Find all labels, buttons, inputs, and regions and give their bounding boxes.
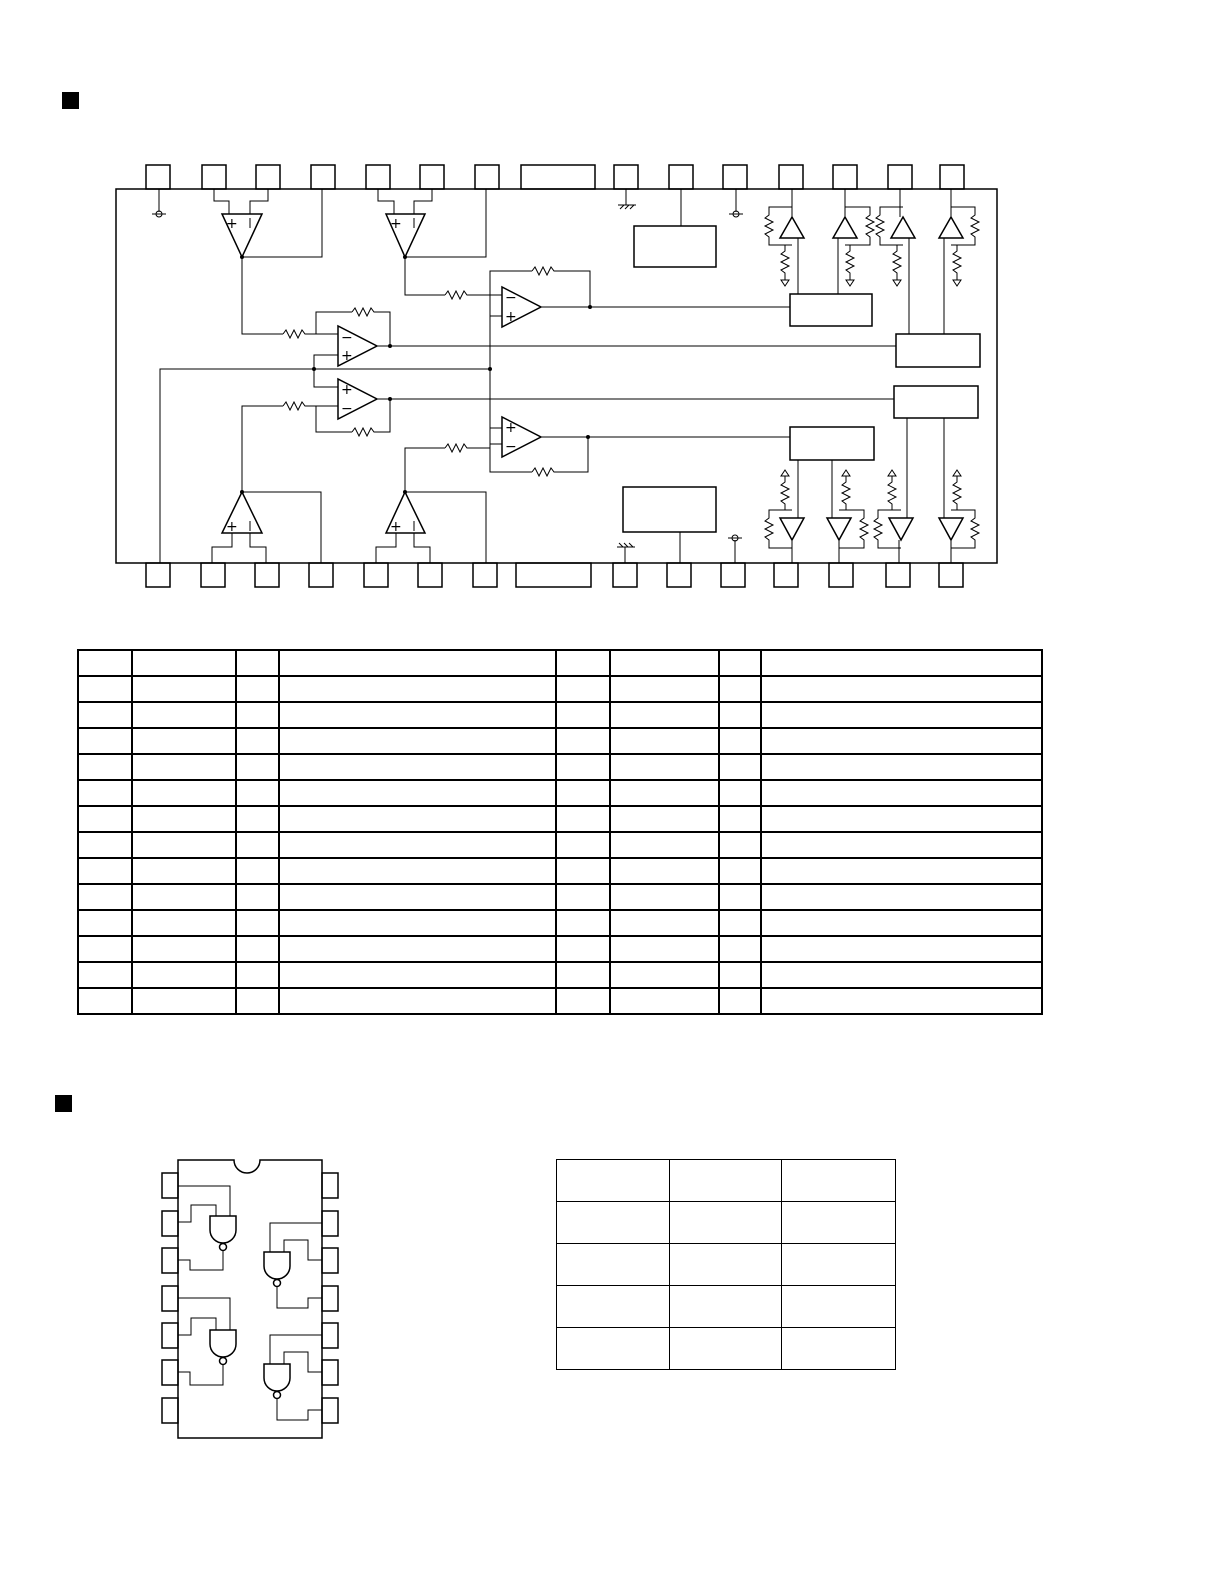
table-cell	[78, 988, 132, 1014]
table-cell	[556, 858, 610, 884]
pin	[669, 165, 693, 189]
nand-gate-1	[178, 1186, 236, 1270]
table-cell	[719, 702, 761, 728]
table-cell	[556, 650, 610, 676]
pin	[202, 165, 226, 189]
table-cell	[761, 754, 1042, 780]
vcc-top	[729, 189, 743, 217]
table-cell	[761, 832, 1042, 858]
pin	[311, 165, 335, 189]
pin	[322, 1286, 338, 1311]
table-cell	[761, 910, 1042, 936]
table-cell	[279, 962, 556, 988]
bottom-pins	[146, 563, 963, 587]
table-cell	[78, 884, 132, 910]
table-cell	[132, 728, 236, 754]
table-cell	[610, 806, 719, 832]
table-cell	[78, 780, 132, 806]
table-cell	[279, 676, 556, 702]
resistor	[352, 399, 390, 436]
table-row	[78, 832, 1042, 858]
table-cell	[279, 702, 556, 728]
pin	[829, 563, 853, 587]
table-cell	[719, 806, 761, 832]
pin	[667, 563, 691, 587]
table-cell	[279, 832, 556, 858]
table-cell	[761, 988, 1042, 1014]
table-cell	[669, 1286, 782, 1328]
table-cell	[78, 806, 132, 832]
logic-block-bottom	[623, 487, 716, 532]
table-row	[557, 1286, 896, 1328]
table-cell	[236, 910, 279, 936]
table-cell	[556, 728, 610, 754]
table-cell	[236, 936, 279, 962]
table-cell	[719, 910, 761, 936]
pin	[322, 1248, 338, 1273]
table-cell	[279, 806, 556, 832]
table-cell	[782, 1328, 896, 1370]
table-cell	[556, 754, 610, 780]
table-cell	[761, 936, 1042, 962]
table-cell	[782, 1244, 896, 1286]
pin	[322, 1360, 338, 1385]
table-row	[78, 936, 1042, 962]
resistor	[445, 444, 490, 452]
table-cell	[236, 806, 279, 832]
table-cell	[132, 676, 236, 702]
table-cell	[132, 884, 236, 910]
section-bullet-ic	[55, 1095, 72, 1112]
pin	[614, 165, 638, 189]
driver-block-4	[790, 427, 874, 460]
table-cell	[761, 858, 1042, 884]
ground-top	[618, 189, 636, 209]
table-cell	[279, 910, 556, 936]
table-row	[78, 884, 1042, 910]
table-row	[78, 858, 1042, 884]
pin	[255, 563, 279, 587]
table-row	[78, 988, 1042, 1014]
pin	[309, 563, 333, 587]
opamp-right-2	[490, 417, 790, 476]
table-row	[557, 1244, 896, 1286]
table-cell	[556, 832, 610, 858]
table-cell	[78, 754, 132, 780]
pin	[322, 1211, 338, 1236]
table-row	[78, 780, 1042, 806]
table-cell	[236, 650, 279, 676]
table-cell	[761, 702, 1042, 728]
table-row	[78, 806, 1042, 832]
svg-text:+: +	[341, 382, 353, 398]
pin	[162, 1173, 178, 1198]
pin	[418, 563, 442, 587]
logic-block-top	[634, 226, 716, 267]
table-cell	[78, 650, 132, 676]
pin	[940, 165, 964, 189]
table-cell	[557, 1328, 670, 1370]
pin	[201, 563, 225, 587]
table-cell	[610, 858, 719, 884]
pin	[516, 563, 591, 587]
table-cell	[78, 832, 132, 858]
pin	[366, 165, 390, 189]
table-cell	[719, 936, 761, 962]
pin	[939, 563, 963, 587]
pin	[779, 165, 803, 189]
table-cell	[236, 676, 279, 702]
table-cell	[557, 1160, 670, 1202]
table-cell	[610, 884, 719, 910]
pin	[888, 165, 912, 189]
table-cell	[761, 884, 1042, 910]
table-cell	[132, 806, 236, 832]
pin	[473, 563, 497, 587]
pin	[774, 563, 798, 587]
table-row	[78, 702, 1042, 728]
svg-text:−: −	[341, 401, 353, 417]
table-cell	[719, 650, 761, 676]
table-cell	[556, 962, 610, 988]
pin	[162, 1323, 178, 1348]
table-cell	[556, 806, 610, 832]
resistor	[352, 308, 390, 346]
table-cell	[78, 936, 132, 962]
table-cell	[610, 988, 719, 1014]
table-row	[78, 676, 1042, 702]
table-cell	[719, 988, 761, 1014]
svg-text:+: +	[341, 348, 353, 364]
table-cell	[556, 884, 610, 910]
pin	[364, 563, 388, 587]
table-cell	[556, 988, 610, 1014]
svg-text:−: −	[341, 330, 353, 346]
table-cell	[132, 962, 236, 988]
truth-table	[556, 1159, 896, 1370]
table-cell	[279, 936, 556, 962]
table-cell	[236, 884, 279, 910]
svg-text:+: +	[390, 519, 402, 535]
table-cell	[761, 728, 1042, 754]
svg-text:+: +	[505, 420, 517, 436]
table-cell	[78, 910, 132, 936]
table-cell	[132, 754, 236, 780]
pin	[420, 165, 444, 189]
table-cell	[610, 962, 719, 988]
table-cell	[556, 702, 610, 728]
table-cell	[557, 1244, 670, 1286]
svg-text:−: −	[505, 290, 517, 306]
table-cell	[669, 1160, 782, 1202]
table-row	[557, 1328, 896, 1370]
table-cell	[719, 858, 761, 884]
input-amp-bottom-1	[212, 406, 321, 563]
vcc-bottom	[728, 535, 742, 563]
table-cell	[132, 702, 236, 728]
pin	[723, 165, 747, 189]
table-cell	[669, 1244, 782, 1286]
table-cell	[78, 676, 132, 702]
svg-text:+: +	[390, 216, 402, 232]
pin	[162, 1360, 178, 1385]
svg-text:+: +	[226, 519, 238, 535]
table-cell	[610, 754, 719, 780]
table-cell	[78, 858, 132, 884]
table-cell	[761, 676, 1042, 702]
table-cell	[610, 910, 719, 936]
table-cell	[279, 780, 556, 806]
table-cell	[556, 910, 610, 936]
table-cell	[610, 650, 719, 676]
table-cell	[132, 780, 236, 806]
table-cell	[782, 1202, 896, 1244]
table-cell	[761, 806, 1042, 832]
driver-block-3	[894, 386, 978, 418]
table-cell	[557, 1202, 670, 1244]
table-cell	[236, 780, 279, 806]
table-cell	[236, 754, 279, 780]
table-cell	[279, 858, 556, 884]
nand-gate-4	[264, 1335, 322, 1420]
opamp-mid-1	[314, 308, 896, 387]
pin	[521, 165, 595, 189]
table-cell	[610, 936, 719, 962]
table-cell	[610, 676, 719, 702]
pin	[886, 563, 910, 587]
table-cell	[669, 1202, 782, 1244]
table-cell	[279, 988, 556, 1014]
table-cell	[782, 1160, 896, 1202]
table-cell	[132, 910, 236, 936]
table-cell	[557, 1286, 670, 1328]
table-cell	[761, 780, 1042, 806]
table-cell	[236, 988, 279, 1014]
input-amp-bottom-2	[376, 448, 486, 563]
table-cell	[556, 676, 610, 702]
resistor	[445, 291, 490, 299]
pin	[256, 165, 280, 189]
table-cell	[279, 754, 556, 780]
table-cell	[610, 728, 719, 754]
table-cell	[279, 650, 556, 676]
pin	[146, 165, 170, 189]
table-cell	[236, 858, 279, 884]
table-cell	[719, 728, 761, 754]
table-cell	[610, 780, 719, 806]
ic-package-outline	[178, 1160, 322, 1438]
pin	[613, 563, 637, 587]
output-buffers-bottom	[765, 418, 979, 563]
table-cell	[610, 702, 719, 728]
svg-text:+: +	[226, 216, 238, 232]
table-row	[557, 1160, 896, 1202]
table-cell	[236, 962, 279, 988]
table-cell	[761, 962, 1042, 988]
table-cell	[78, 962, 132, 988]
table-cell	[132, 988, 236, 1014]
nand-gate-3	[178, 1298, 236, 1385]
pin	[833, 165, 857, 189]
pin-description-table	[77, 649, 1043, 1015]
pin	[162, 1211, 178, 1236]
table-cell	[719, 832, 761, 858]
top-pins	[146, 165, 964, 189]
resistor	[532, 437, 588, 476]
driver-block-1	[790, 294, 872, 326]
table-cell	[719, 780, 761, 806]
pin	[162, 1248, 178, 1273]
table-cell	[236, 832, 279, 858]
table-cell	[556, 780, 610, 806]
pin	[322, 1323, 338, 1348]
table-cell	[719, 962, 761, 988]
table-cell	[669, 1328, 782, 1370]
table-cell	[132, 858, 236, 884]
pin	[146, 563, 170, 587]
pin	[475, 165, 499, 189]
table-cell	[719, 754, 761, 780]
resistor	[283, 330, 316, 338]
block-diagram	[0, 0, 1224, 640]
table-row	[78, 728, 1042, 754]
input-amp-top-1	[214, 189, 322, 334]
pin	[162, 1286, 178, 1311]
pin	[162, 1398, 178, 1423]
table-cell	[279, 728, 556, 754]
table-cell	[610, 832, 719, 858]
table-cell	[132, 832, 236, 858]
table-cell	[719, 884, 761, 910]
table-cell	[78, 728, 132, 754]
table-row	[78, 754, 1042, 780]
pin	[721, 563, 745, 587]
table-cell	[236, 702, 279, 728]
table-row	[78, 910, 1042, 936]
table-row	[78, 650, 1042, 676]
ground-bottom	[617, 543, 635, 563]
table-cell	[132, 650, 236, 676]
pin	[322, 1398, 338, 1423]
svg-text:+: +	[505, 309, 517, 325]
input-amp-top-2	[378, 189, 486, 295]
nand-gate-2	[264, 1223, 322, 1308]
driver-block-2	[896, 334, 980, 367]
table-cell	[279, 884, 556, 910]
resistor	[283, 402, 316, 410]
table-cell	[556, 936, 610, 962]
table-cell	[236, 728, 279, 754]
table-cell	[761, 650, 1042, 676]
table-cell	[782, 1286, 896, 1328]
svg-text:−: −	[505, 439, 517, 455]
pin	[322, 1173, 338, 1198]
table-cell	[78, 702, 132, 728]
table-row	[78, 962, 1042, 988]
table-cell	[132, 936, 236, 962]
table-cell	[719, 676, 761, 702]
resistor	[532, 267, 590, 307]
table-row	[557, 1202, 896, 1244]
opamp-right-1	[490, 267, 790, 327]
